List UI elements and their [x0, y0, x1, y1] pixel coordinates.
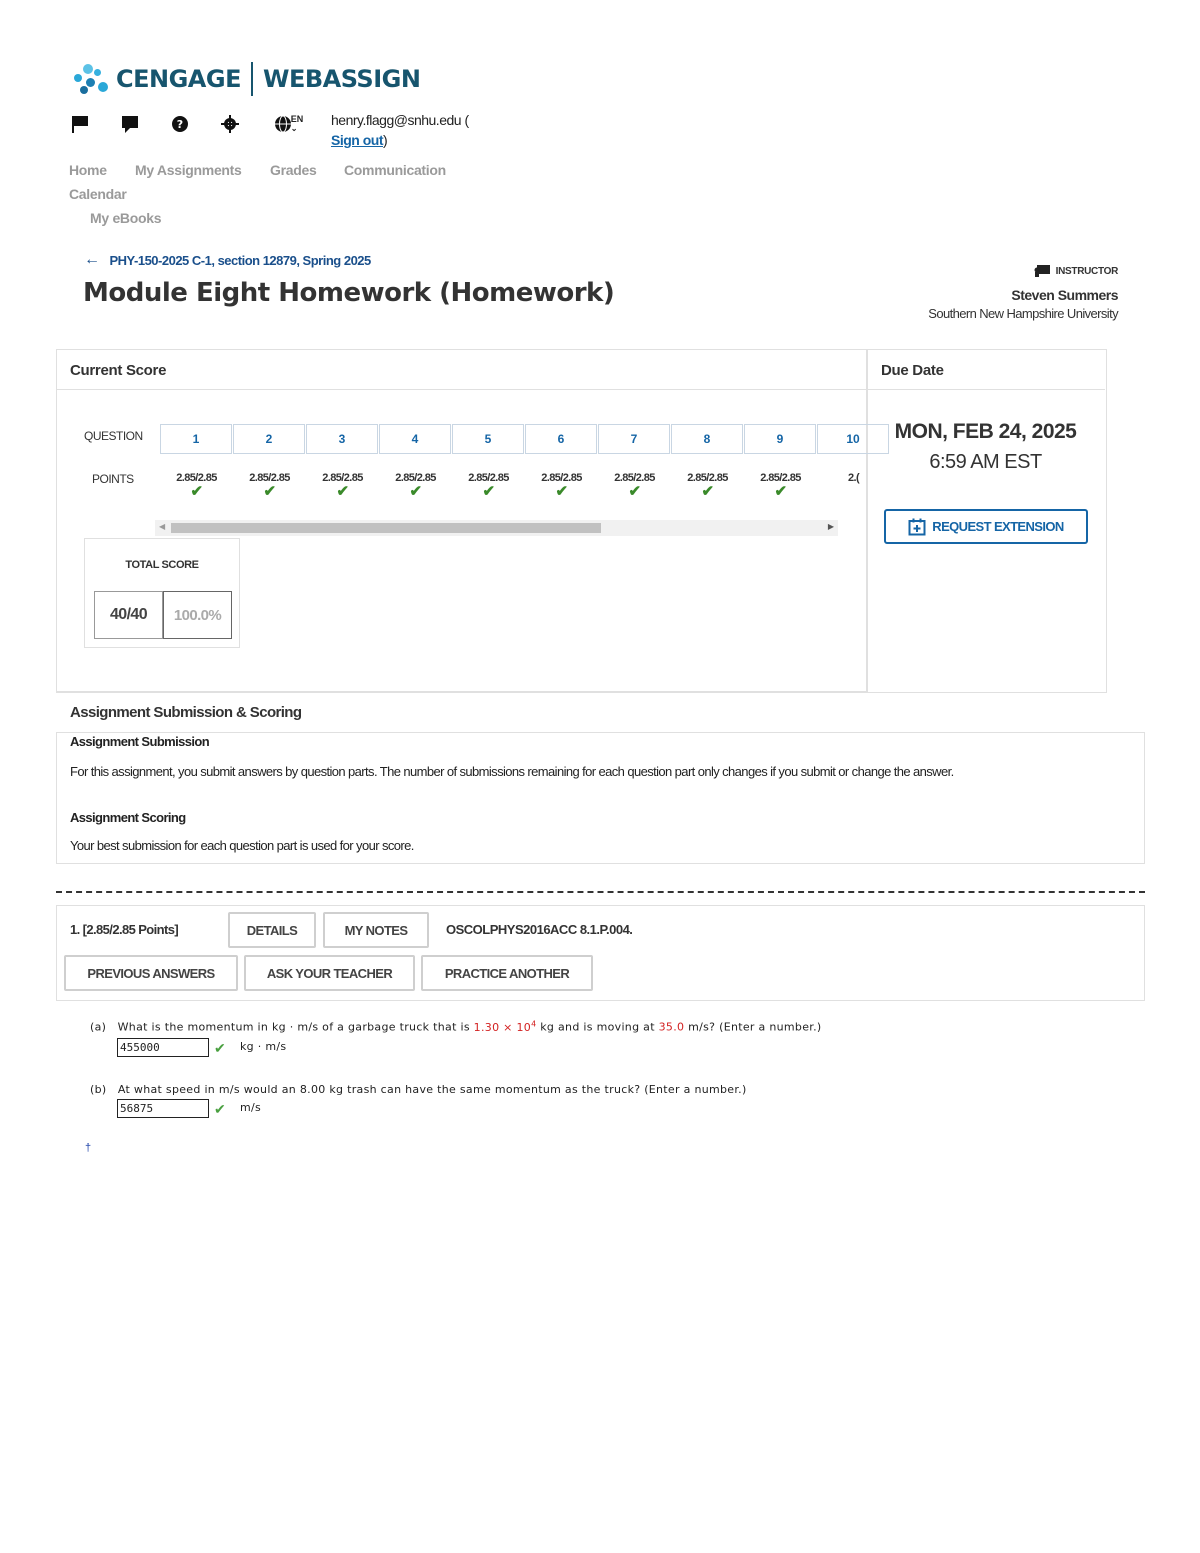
correct-check-icon: ✔	[555, 483, 568, 500]
points-value: 2.85/2.85	[322, 472, 363, 484]
section-divider	[56, 691, 866, 692]
question-code: OSCOLPHYS2016ACC 8.1.P.004.	[446, 922, 633, 937]
question-link-10[interactable]: 10	[817, 424, 889, 454]
due-date-heading: Due Date	[881, 362, 944, 379]
question-number: 1.	[70, 922, 80, 937]
submission-text: For this assignment, you submit answers by question parts. The number of submissions remaining for each question part only changes if you submit or change the answer.	[70, 764, 954, 779]
total-score-value: 40/40	[94, 591, 163, 639]
part-a-text-after: m/s? (Enter a number.)	[688, 1020, 822, 1034]
correct-check-icon: ✔	[774, 483, 787, 500]
points-value: 2.85/2.85	[468, 472, 509, 484]
correct-check-icon: ✔	[409, 483, 422, 500]
truck-mass-value	[474, 1021, 537, 1034]
points-value: 2.85/2.85	[614, 472, 655, 484]
brand-webassign: WEBASSIGN	[262, 65, 421, 93]
points-cell	[379, 472, 452, 500]
question-link-4[interactable]: 4	[379, 424, 451, 454]
scroll-right-icon[interactable]: ▶	[827, 522, 834, 531]
cengage-webassign-logo[interactable]	[72, 60, 420, 98]
question-link-5[interactable]: 5	[452, 424, 524, 454]
previous-answers-button[interactable]: PREVIOUS ANSWERS	[64, 955, 238, 991]
part-a-unit: kg · m/s	[240, 1040, 287, 1053]
user-info	[331, 110, 469, 150]
submission-heading: Assignment Submission & Scoring	[70, 704, 302, 721]
points-cell	[452, 472, 525, 500]
part-b-prompt	[90, 1083, 747, 1096]
truck-mass-base: 1.30 × 10	[473, 1020, 532, 1034]
paren-close: )	[383, 132, 388, 148]
scroll-left-icon[interactable]: ◀	[159, 522, 166, 531]
part-b-label: (b)	[90, 1083, 107, 1096]
flag-icon[interactable]	[70, 114, 90, 134]
part-b-correct-check-icon: ✔	[214, 1101, 226, 1117]
part-a-text-mid: kg and is moving at	[540, 1020, 655, 1034]
request-extension-button[interactable]	[884, 509, 1088, 544]
nav-my-ebooks[interactable]: My eBooks	[90, 210, 162, 226]
request-extension-label: REQUEST EXTENSION	[932, 519, 1064, 534]
scrollbar-thumb[interactable]	[171, 523, 601, 533]
part-b-answer-field[interactable]: 56875	[117, 1099, 209, 1118]
part-a-text-before: What is the momentum in kg · m/s of a garbage truck that is	[117, 1020, 470, 1034]
scoring-text: Your best submission for each question part is used for your score.	[70, 838, 414, 853]
breadcrumb[interactable]	[84, 251, 371, 269]
points-cell	[306, 472, 379, 500]
part-a-prompt	[90, 1019, 821, 1034]
nav-calendar[interactable]: Calendar	[69, 186, 127, 202]
scoring-subtitle: Assignment Scoring	[70, 810, 186, 825]
nav-grades[interactable]: Grades	[270, 162, 317, 178]
correct-check-icon: ✔	[336, 483, 349, 500]
ask-your-teacher-button[interactable]: ASK YOUR TEACHER	[244, 955, 415, 991]
language-code: EN ⌄	[290, 114, 304, 133]
question-link-6[interactable]: 6	[525, 424, 597, 454]
truck-mass-exponent: 4	[531, 1019, 537, 1028]
question-link-9[interactable]: 9	[744, 424, 816, 454]
part-a-label: (a)	[90, 1020, 107, 1034]
back-arrow-icon: ←	[84, 251, 100, 268]
nav-home[interactable]: Home	[69, 162, 107, 178]
current-score-heading: Current Score	[70, 362, 167, 379]
correct-check-icon: ✔	[482, 483, 495, 500]
correct-check-icon: ✔	[628, 483, 641, 500]
question-scroller[interactable]	[160, 424, 860, 514]
instructor-school: Southern New Hampshire University	[928, 306, 1118, 321]
question-link-1[interactable]: 1	[160, 424, 232, 454]
footnote-marker[interactable]: †	[85, 1142, 92, 1154]
points-cell	[160, 472, 233, 500]
nav-my-assignments[interactable]: My Assignments	[135, 162, 242, 178]
instructor-name: Steven Summers	[1011, 287, 1118, 303]
question-row-label: QUESTION	[84, 429, 143, 443]
correct-check-icon: ✔	[190, 483, 203, 500]
horizontal-scrollbar[interactable]	[155, 520, 838, 536]
part-a-correct-check-icon: ✔	[214, 1040, 226, 1056]
question-link-2[interactable]: 2	[233, 424, 305, 454]
my-notes-button[interactable]: MY NOTES	[323, 912, 429, 948]
points-value: 2.85/2.85	[395, 472, 436, 484]
instructor-label	[1034, 265, 1118, 277]
sign-out-link[interactable]: Sign out	[331, 132, 383, 148]
practice-another-button[interactable]: PRACTICE ANOTHER	[421, 955, 593, 991]
top-toolbar	[70, 114, 336, 134]
question-points	[70, 922, 178, 937]
points-value: 2.85/2.85	[760, 472, 801, 484]
question-link-7[interactable]: 7	[598, 424, 670, 454]
total-score-label: TOTAL SCORE	[125, 559, 199, 571]
points-cell	[598, 472, 671, 500]
points-cell	[671, 472, 744, 500]
user-email: henry.flagg@snhu.edu (	[331, 112, 469, 128]
total-score-box	[84, 538, 240, 648]
part-a-answer-field[interactable]: 455000	[117, 1038, 209, 1057]
language-selector[interactable]	[270, 114, 306, 134]
question-points-value: [2.85/2.85 Points]	[82, 922, 179, 937]
calendar-plus-icon	[908, 518, 926, 536]
details-button[interactable]: DETAILS	[228, 912, 316, 948]
nav-communication[interactable]: Communication	[344, 162, 446, 178]
part-b-unit: m/s	[240, 1101, 262, 1114]
svg-text:?: ?	[176, 118, 184, 131]
due-date-value: MON, FEB 24, 2025	[894, 420, 1077, 443]
chevron-down-icon: ⌄	[290, 124, 298, 133]
cengage-logo-icon	[72, 60, 110, 98]
page-title: Module Eight Homework (Homework)	[83, 278, 615, 308]
question-link-3[interactable]: 3	[306, 424, 378, 454]
gear-icon[interactable]	[220, 114, 240, 134]
instructor-label-text: INSTRUCTOR	[1055, 265, 1118, 277]
due-header-divider	[866, 389, 1105, 390]
course-link[interactable]: PHY-150-2025 C-1, section 12879, Spring 2025	[109, 252, 371, 268]
truck-speed-value: 35.0	[658, 1020, 685, 1034]
logo-divider	[251, 62, 253, 96]
chat-icon[interactable]	[120, 114, 140, 134]
dashed-separator	[56, 891, 1145, 893]
points-cell	[525, 472, 598, 500]
instructor-icon	[1034, 265, 1050, 277]
score-header-divider	[56, 389, 866, 390]
brand-cengage: CENGAGE	[116, 65, 241, 93]
points-value: 2.85/2.85	[541, 472, 582, 484]
question-link-8[interactable]: 8	[671, 424, 743, 454]
points-row-label: POINTS	[92, 472, 134, 486]
points-value: 2.85/2.85	[687, 472, 728, 484]
points-value: 2.(	[847, 472, 860, 484]
points-cell	[744, 472, 817, 500]
globe-icon	[273, 114, 293, 134]
part-b-text: At what speed in m/s would an 8.00 kg trash can have the same momentum as the truck? (Enter a number.)	[117, 1083, 747, 1096]
points-cell	[233, 472, 306, 500]
correct-check-icon: ✔	[701, 483, 714, 500]
correct-check-icon: ✔	[263, 483, 276, 500]
due-time-value: 6:59 AM EST	[929, 451, 1042, 473]
points-value: 2.85/2.85	[176, 472, 217, 484]
help-icon[interactable]	[170, 114, 190, 134]
points-value: 2.85/2.85	[249, 472, 290, 484]
total-score-percent: 100.0%	[163, 591, 232, 639]
submission-subtitle: Assignment Submission	[70, 734, 210, 749]
